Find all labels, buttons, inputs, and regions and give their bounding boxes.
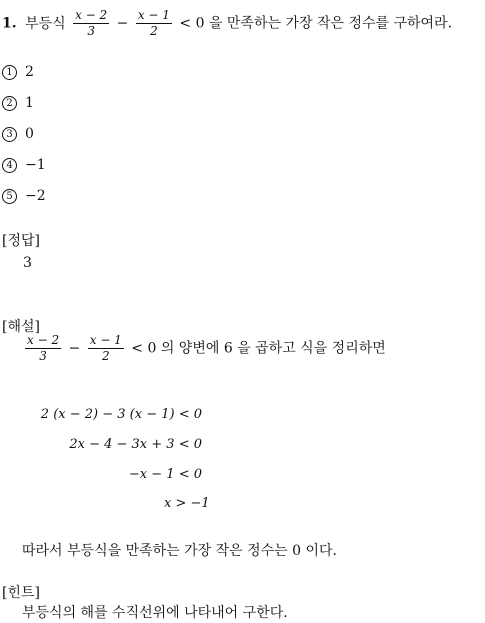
question-suffix: 을 만족하는 가장 작은 정수를 구하여라. bbox=[208, 15, 453, 32]
option-1-mark: 1 bbox=[2, 65, 17, 80]
hint-label: [힌트] bbox=[2, 585, 40, 601]
option-1[interactable] bbox=[2, 64, 34, 80]
option-2[interactable] bbox=[2, 95, 34, 111]
explanation-minus: − bbox=[68, 340, 81, 357]
option-5[interactable] bbox=[2, 188, 46, 204]
option-3-value: 0 bbox=[25, 126, 34, 142]
option-3-mark: 3 bbox=[2, 127, 17, 142]
explanation-label: [해설] bbox=[2, 319, 40, 335]
option-4-mark: 4 bbox=[2, 158, 17, 173]
step-3: −x − 1 < 0 bbox=[128, 467, 202, 482]
explanation-conclusion: 따라서 부등식을 만족하는 가장 작은 정수는 0 이다. bbox=[22, 543, 337, 559]
step-2: 2x − 4 − 3x + 3 < 0 bbox=[69, 437, 202, 452]
option-5-value: −2 bbox=[25, 188, 46, 204]
option-4[interactable] bbox=[2, 157, 46, 173]
option-5-mark: 5 bbox=[2, 189, 17, 204]
option-4-value: −1 bbox=[25, 157, 46, 173]
explanation-fraction-1: $\frac{x - 2}{3}$ bbox=[27, 333, 60, 363]
option-3[interactable] bbox=[2, 126, 34, 142]
question-number: 1. bbox=[2, 15, 17, 32]
option-2-mark: 2 bbox=[2, 96, 17, 111]
question-inequality: < 0 bbox=[179, 15, 205, 32]
explanation-fraction-2: $\frac{x - 1}{2}$ bbox=[89, 333, 122, 363]
question-fraction-1: $\frac{x - 2}{3}$ bbox=[75, 8, 108, 38]
step-1: 2 (x − 2) − 3 (x − 1) < 0 bbox=[40, 407, 202, 422]
question-line bbox=[2, 8, 452, 39]
explanation-text: < 0 의 양변에 6 을 곱하고 식을 정리하면 bbox=[131, 340, 386, 357]
option-1-value: 2 bbox=[25, 64, 34, 80]
explanation-line bbox=[22, 333, 386, 364]
question-minus: − bbox=[116, 15, 129, 32]
answer-value: 3 bbox=[23, 255, 32, 271]
step-4: x > −1 bbox=[164, 496, 210, 511]
question-fraction-2: $\frac{x - 1}{2}$ bbox=[137, 8, 170, 38]
answer-label: [정답] bbox=[2, 233, 40, 249]
hint-text: 부등식의 해를 수직선위에 나타내어 구한다. bbox=[22, 605, 288, 621]
question-prefix: 부등식 bbox=[25, 15, 66, 32]
option-2-value: 1 bbox=[25, 95, 34, 111]
